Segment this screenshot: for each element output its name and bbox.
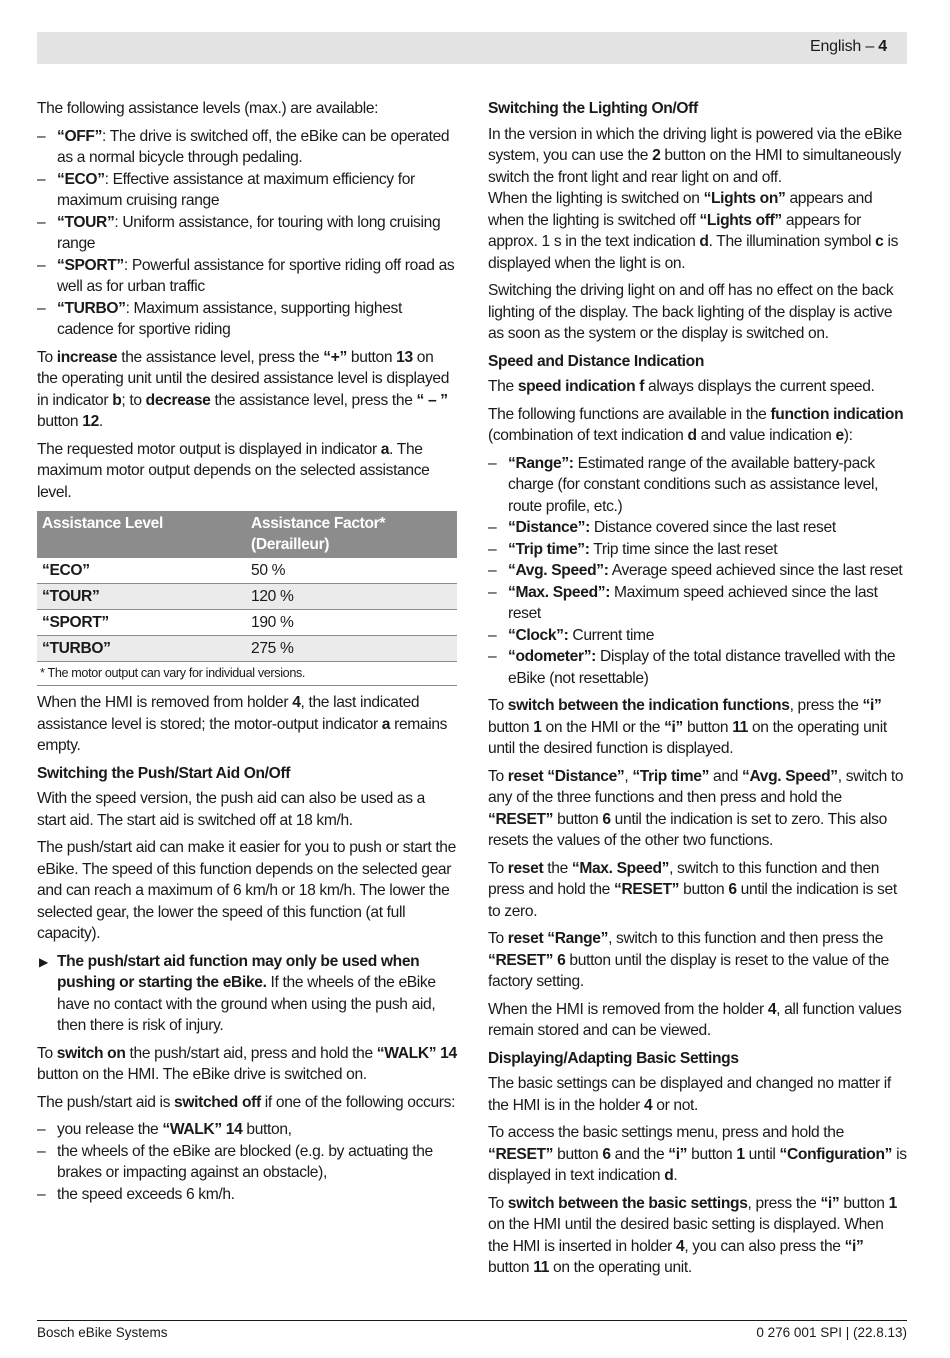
page-number: 4: [878, 38, 887, 55]
table-row: [37, 636, 457, 662]
levels-list: [37, 126, 457, 341]
switch-basic-settings-paragraph: To switch between the basic settings, press the “i” button 1 on the HMI until the desired basic setting is displayed. When the HMI is inserted in holder 4, you can also press the “i” button 11 on the operating unit.: [488, 1194, 897, 1276]
table-row: [37, 584, 457, 610]
hmi-removed-paragraph: When the HMI is removed from holder 4, the last indicated assistance level is stored; the motor-output indicator a remains empty.: [37, 694, 448, 754]
list-item: – you release the “WALK” 14 button,: [37, 1119, 457, 1141]
level-name: “OFF”: [57, 127, 103, 145]
table-row: [37, 558, 457, 584]
switch-functions-paragraph: To switch between the indication functions, press the “i” button 1 on the HMI or the “i” button 11 on the operating unit until the desired function is displayed.: [488, 697, 887, 757]
level-name: “ECO”: [57, 170, 105, 188]
warning-note: [37, 951, 457, 1037]
switch-off-list: [37, 1119, 457, 1205]
list-item: – “odometer”: Display of the total distance travelled with the eBike (not resettable): [488, 646, 908, 689]
table-header-row: [37, 511, 457, 558]
footer-company: Bosch eBike Systems: [37, 1325, 168, 1340]
header-language: English: [810, 38, 862, 55]
table-header-factor: Assistance Factor* (Derailleur): [246, 511, 457, 558]
list-item: – “Range”: Estimated range of the available battery-pack charge (for constant conditions such as assistance level, route profile, etc.): [488, 453, 908, 518]
level-name: “TOUR”: [57, 213, 115, 231]
backlight-paragraph: Switching the driving light on and off has no effect on the back lighting of the display. The back lighting of the display is active as soon as the system or the display is switched on.: [488, 282, 894, 342]
list-item: – “Trip time”: Trip time since the last reset: [488, 539, 908, 561]
reset-max-speed-paragraph: To reset the “Max. Speed”, switch to this function and then press and hold the “RESET” button 6 until the indication is set to zero.: [488, 859, 897, 920]
level-text: : Uniform assistance, for touring with long cruising range: [57, 213, 441, 252]
push-aid-paragraph-2: The push/start aid can make it easier for you to push or start the eBike. The speed of this function depends on the selected gear and can reach a maximum of 6 km/h or 18 km/h. The lower the selected gear, the lower the speed of this function (at full capacity).: [37, 839, 456, 942]
table-cell-factor: 190 %: [246, 610, 457, 636]
list-item: – “Avg. Speed”: Average speed achieved since the last reset: [488, 560, 908, 582]
list-item: [37, 255, 457, 298]
list-item: – the speed exceeds 6 km/h.: [37, 1184, 457, 1206]
level-text: : Maximum assistance, supporting highest cadence for sportive riding: [57, 299, 402, 338]
speed-paragraph: The speed indication f always displays the current speed.: [488, 378, 875, 395]
basic-settings-paragraph: The basic settings can be displayed and changed no matter if the HMI is in the holder 4 or not.: [488, 1075, 891, 1114]
list-item: [37, 298, 457, 341]
reset-paragraph: To reset “Distance”, “Trip time” and “Avg. Speed”, switch to any of the three functions and then press and hold the “RESET” button 6 until the indication is set to zero. This also resets the values of the other two functions.: [488, 767, 904, 849]
list-item: – “Clock”: Current time: [488, 625, 908, 647]
push-aid-heading: Switching the Push/Start Aid On/Off: [37, 764, 291, 782]
level-name: “TURBO”: [57, 299, 126, 317]
list-item: – “Distance”: Distance covered since the last reset: [488, 517, 908, 539]
lighting-paragraph: In the version in which the driving light is powered via the eBike system, you can use the 2 button on the HMI to simultaneously switch the front light and rear light on and off. When the lighting is switched on “Lights on” appears and when the lighting is switched off “Lights off” appears for approx. 1 s in the text indication d. The illumination symbol c is displayed when the light is on.: [488, 125, 902, 272]
table-header-level: Assistance Level: [37, 511, 246, 558]
table-footnote: * The motor output can vary for individual versions.: [37, 661, 457, 686]
table-cell-factor: 50 %: [246, 558, 457, 584]
list-item: [37, 169, 457, 212]
assistance-table: [37, 511, 457, 661]
header-separator: –: [861, 38, 879, 55]
footer-divider: [37, 1320, 907, 1321]
speed-distance-heading: Speed and Distance Indication: [488, 352, 705, 370]
lighting-heading: Switching the Lighting On/Off: [488, 100, 698, 117]
warning-bold: The push/start aid function may only be used when pushing or starting the eBike.: [57, 952, 420, 991]
table-cell-level: “TURBO”: [37, 636, 246, 662]
table-cell-level: “SPORT”: [37, 610, 246, 636]
level-name: “SPORT”: [57, 256, 124, 274]
switch-on-paragraph: To switch on the push/start aid, press and hold the “WALK” 14 button on the HMI. The eBike drive is switched on.: [37, 1044, 457, 1083]
header-bar: [37, 32, 907, 64]
table-cell-factor: 120 %: [246, 584, 457, 610]
hmi-removed-values-paragraph: When the HMI is removed from the holder 4, all function values remain stored and can be viewed.: [488, 1000, 902, 1039]
levels-intro: The following assistance levels (max.) are available:: [37, 100, 379, 117]
footer-doc-id: 0 276 001 SPI | (22.8.13): [756, 1325, 907, 1340]
level-text: : The drive is switched off, the eBike can be operated as a normal bicycle through pedaling.: [57, 127, 450, 166]
warning-text: If the wheels of the eBike have no contact with the ground when using the push aid, then there is risk of injury.: [57, 974, 436, 1034]
page-header: [810, 38, 887, 56]
push-aid-paragraph-1: With the speed version, the push aid can also be used as a start aid. The start aid is switched off at 18 km/h.: [37, 790, 425, 829]
list-item: [37, 126, 457, 169]
level-text: : Effective assistance at maximum efficiency for maximum cruising range: [57, 170, 415, 209]
left-column: [37, 98, 457, 1211]
switch-off-paragraph: The push/start aid is switched off if one of the following occurs:: [37, 1093, 456, 1111]
table-row: [37, 610, 457, 636]
increase-paragraph: To increase the assistance level, press the “+” button 13 on the operating unit until the desired assistance level is displayed in indicator b; to decrease the assistance level, press the “ – ” button 12.: [37, 348, 450, 430]
reset-range-paragraph: To reset “Range”, switch to this function and then press the “RESET” 6 button until the display is reset to the value of the factory setting.: [488, 930, 889, 990]
right-column: [488, 98, 908, 1285]
table-cell-level: “ECO”: [37, 558, 246, 584]
basic-settings-heading: Displaying/Adapting Basic Settings: [488, 1049, 739, 1067]
functions-list: [488, 453, 908, 690]
list-item: – the wheels of the eBike are blocked (e.g. by actuating the brakes or impacting against an obstacle),: [37, 1141, 457, 1184]
level-text: : Powerful assistance for sportive riding off road as well as for urban traffic: [57, 256, 455, 295]
access-settings-paragraph: To access the basic settings menu, press and hold the “RESET” button 6 and the “i” button 1 until “Configuration” is displayed in text indication d.: [488, 1124, 907, 1184]
list-item: – “Max. Speed”: Maximum speed achieved since the last reset: [488, 582, 908, 625]
list-item: [37, 212, 457, 255]
table-cell-level: “TOUR”: [37, 584, 246, 610]
table-cell-factor: 275 %: [246, 636, 457, 662]
triangle-right-icon: ▶: [39, 954, 48, 969]
motor-output-paragraph: The requested motor output is displayed in indicator a. The maximum motor output depends on the selected assistance level.: [37, 440, 430, 501]
function-indication-paragraph: The following functions are available in the function indication (combination of text indication d and value indication e):: [488, 405, 904, 444]
